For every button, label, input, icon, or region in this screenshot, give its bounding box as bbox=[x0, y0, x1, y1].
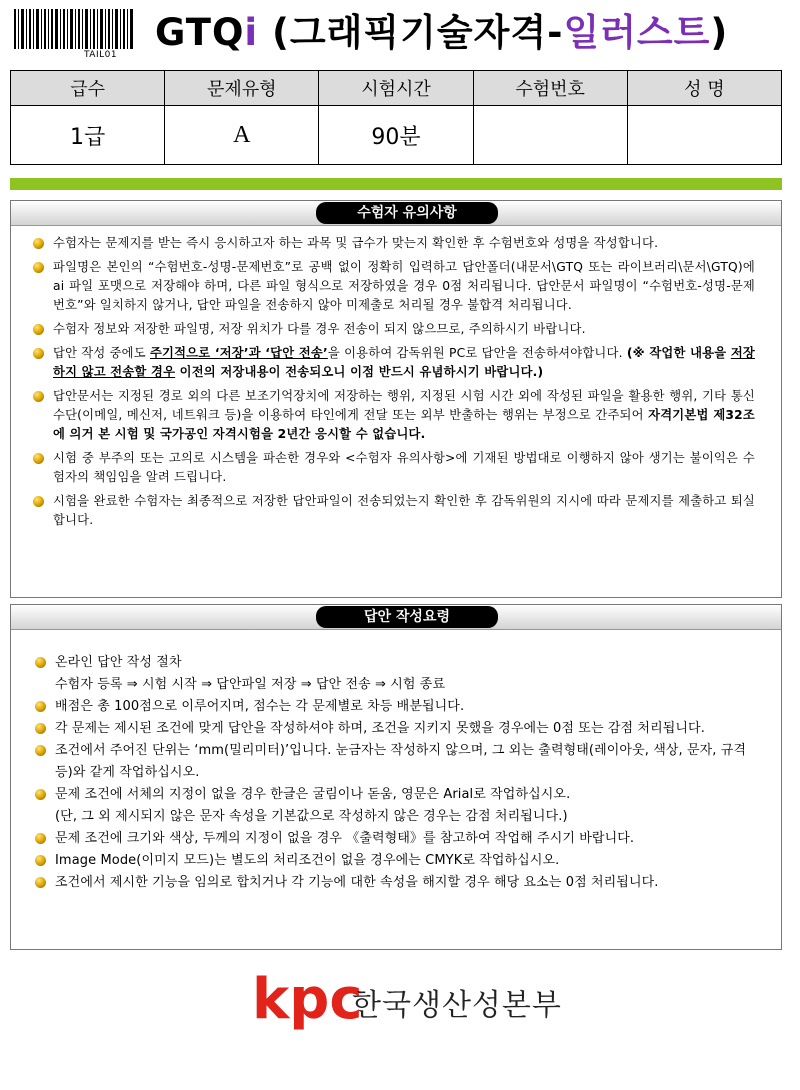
divider-bar bbox=[10, 178, 782, 190]
guide-item bbox=[35, 696, 755, 718]
header-grade: 급수 bbox=[11, 71, 165, 106]
bullet-icon bbox=[35, 789, 46, 800]
bullet-icon bbox=[33, 238, 44, 249]
guide-subtext: (단, 그 외 제시되지 않은 문자 속성을 기본값으로 작성하지 않은 경우는 감점 처리됩니다.) bbox=[55, 809, 568, 824]
guide-header bbox=[11, 605, 781, 630]
guide-item bbox=[35, 784, 755, 828]
notice-item bbox=[33, 492, 755, 530]
notice-text: 파일명은 본인의 “수험번호-성명-문제번호”로 공백 없이 정확히 입력하고 답안폴더(내문서\GTQ 또는 라이브러리\문서\GTQ)에 ai 파일 포맷으로 저장해야 하며, 다른 파일 형식으로 저장하였을 경우 0점 처리됩니다. 답안문서 파일명이 “수험번호-성명-문제번호”와 일치하지 않거나, 답안 파일을 전송하지 않아 미제출로 처리될 경우 불합격 처리됩니다. bbox=[53, 260, 755, 312]
value-type: A bbox=[165, 106, 319, 165]
title-accent: 일러스트 bbox=[563, 11, 711, 54]
kpc-logo-text: kpc bbox=[252, 967, 363, 1032]
bullet-icon bbox=[33, 391, 44, 402]
guide-list bbox=[11, 630, 781, 894]
bullet-icon bbox=[35, 877, 46, 888]
notice-section bbox=[10, 200, 782, 598]
guide-item bbox=[35, 718, 755, 740]
guide-text: 조건에서 제시한 기능을 임의로 합치거나 각 기능에 대한 속성을 해지할 경우 해당 요소는 0점 처리됩니다. bbox=[55, 875, 659, 890]
title-i: i bbox=[244, 11, 259, 54]
notice-bold: (※ 작업한 내용을 bbox=[626, 346, 731, 360]
guide-heading: 답안 작성요령 bbox=[316, 606, 498, 628]
notice-bold: 이전의 저장내용이 전송되오니 이점 반드시 유념하시기 바랍니다.) bbox=[175, 365, 544, 379]
notice-heading: 수험자 유의사항 bbox=[316, 202, 498, 224]
info-value-row bbox=[11, 106, 782, 165]
guide-item bbox=[35, 828, 755, 850]
guide-text: 각 문제는 제시된 조건에 맞게 답안을 작성하셔야 하며, 조건을 지키지 못했을 경우에는 0점 또는 감점 처리됩니다. bbox=[55, 721, 705, 736]
guide-item bbox=[35, 740, 755, 784]
title-mid: (그래픽기술자격- bbox=[258, 11, 564, 54]
notice-item bbox=[33, 320, 755, 339]
notice-item bbox=[33, 234, 755, 253]
notice-item bbox=[33, 387, 755, 444]
header-time: 시험시간 bbox=[319, 71, 473, 106]
bullet-icon bbox=[33, 262, 44, 273]
page-title bbox=[155, 2, 728, 56]
notice-item bbox=[33, 449, 755, 487]
notice-text: 수험자 정보와 저장한 파일명, 저장 위치가 다를 경우 전송이 되지 않으므로, 주의하시기 바랍니다. bbox=[53, 322, 586, 336]
guide-text: 조건에서 주어진 단위는 ‘mm(밀리미터)’입니다. 눈금자는 작성하지 않으며, 그 외는 출력형태(레이아웃, 색상, 문자, 규격 등)와 같게 작업하십시오. bbox=[55, 743, 747, 780]
guide-text: 문제 조건에 서체의 지정이 없을 경우 한글은 굴림이나 돋움, 영문은 Arial로 작업하십시오. bbox=[55, 787, 571, 802]
notice-text: 시험을 완료한 수험자는 최종적으로 저장한 답안파일이 전송되었는지 확인한 후 감독위원의 지시에 따라 문제지를 제출하고 퇴실합니다. bbox=[53, 494, 755, 527]
notice-text-part: 답안문서는 지정된 경로 외의 다른 보조기억장치에 저장하는 행위, 지정된 시험 시간 외에 작성된 파일을 활용한 행위, 기타 통신수단(이메일, 메신저, 네트워크 등)을 이용하여 타인에게 전달 또는 외부 반출하는 행위는 부정으로 간주되어 bbox=[53, 389, 755, 422]
name-field[interactable] bbox=[627, 106, 781, 165]
header-type: 문제유형 bbox=[165, 71, 319, 106]
kpc-logo bbox=[252, 967, 363, 1032]
bullet-icon bbox=[35, 833, 46, 844]
info-header-row bbox=[11, 71, 782, 106]
guide-text: 문제 조건에 크기와 색상, 두께의 지정이 없을 경우 《출력형태》를 참고하여 작업해 주시기 바랍니다. bbox=[55, 831, 635, 846]
bullet-icon bbox=[33, 348, 44, 359]
title-prefix: GTQ bbox=[155, 11, 245, 54]
bullet-icon bbox=[35, 657, 46, 668]
header-exam-number: 수험번호 bbox=[473, 71, 627, 106]
guide-text: Image Mode(이미지 모드)는 별도의 처리조건이 없을 경우에는 CMYK로 작업하십시오. bbox=[55, 853, 560, 868]
bullet-icon bbox=[33, 324, 44, 335]
value-time: 90분 bbox=[319, 106, 473, 165]
value-grade: 1급 bbox=[11, 106, 165, 165]
guide-item bbox=[35, 850, 755, 872]
guide-item bbox=[35, 652, 755, 696]
notice-text: 시험 중 부주의 또는 고의로 시스템을 파손한 경우와 <수험자 유의사항>에 기재된 방법대로 이행하지 않아 생기는 불이익은 수험자의 책임임을 알려 드립니다. bbox=[53, 451, 755, 484]
bullet-icon bbox=[35, 701, 46, 712]
guide-text: 배점은 총 100점으로 이루어지며, 점수는 각 문제별로 차등 배분됩니다. bbox=[55, 699, 465, 714]
notice-text: 수험자는 문제지를 받는 즉시 응시하고자 하는 과목 및 급수가 맞는지 확인한 후 수험번호와 성명을 작성합니다. bbox=[53, 236, 659, 250]
guide-item bbox=[35, 872, 755, 894]
barcode-code: TAIL01 bbox=[84, 50, 118, 60]
bullet-icon bbox=[35, 855, 46, 866]
notice-item bbox=[33, 258, 755, 315]
guide-text: 온라인 답안 작성 절차 bbox=[55, 655, 182, 670]
bullet-icon bbox=[33, 453, 44, 464]
exam-info-table bbox=[10, 70, 782, 165]
notice-item bbox=[33, 344, 755, 382]
header-name: 성 명 bbox=[627, 71, 781, 106]
notice-text-part: 을 이용하여 감독위원 PC로 답안을 전송하셔야합니다. bbox=[327, 346, 627, 360]
guide-section bbox=[10, 604, 782, 950]
barcode-image bbox=[14, 9, 134, 49]
notice-list bbox=[11, 226, 781, 530]
notice-bold: 자격기본법 제32조에 의거 본 시험 및 국가공인 자격시험을 2년간 응시할 수 없습니다. bbox=[53, 408, 755, 441]
notice-header bbox=[11, 201, 781, 226]
bullet-icon bbox=[33, 496, 44, 507]
bullet-icon bbox=[35, 723, 46, 734]
notice-emphasis: 주기적으로 ‘저장’과 ‘답안 전송’ bbox=[149, 346, 328, 360]
title-suffix: ) bbox=[710, 11, 729, 54]
notice-emphasis: 저장하지 않고 전송할 경우 bbox=[53, 346, 755, 379]
notice-text-part: 답안 작성 중에도 bbox=[53, 346, 150, 360]
exam-number-field[interactable] bbox=[473, 106, 627, 165]
bullet-icon bbox=[35, 745, 46, 756]
organization-name: 한국생산성본부 bbox=[352, 988, 562, 1023]
guide-subtext: 수험자 등록 ⇒ 시험 시작 ⇒ 답안파일 저장 ⇒ 답안 전송 ⇒ 시험 종료 bbox=[55, 677, 446, 692]
